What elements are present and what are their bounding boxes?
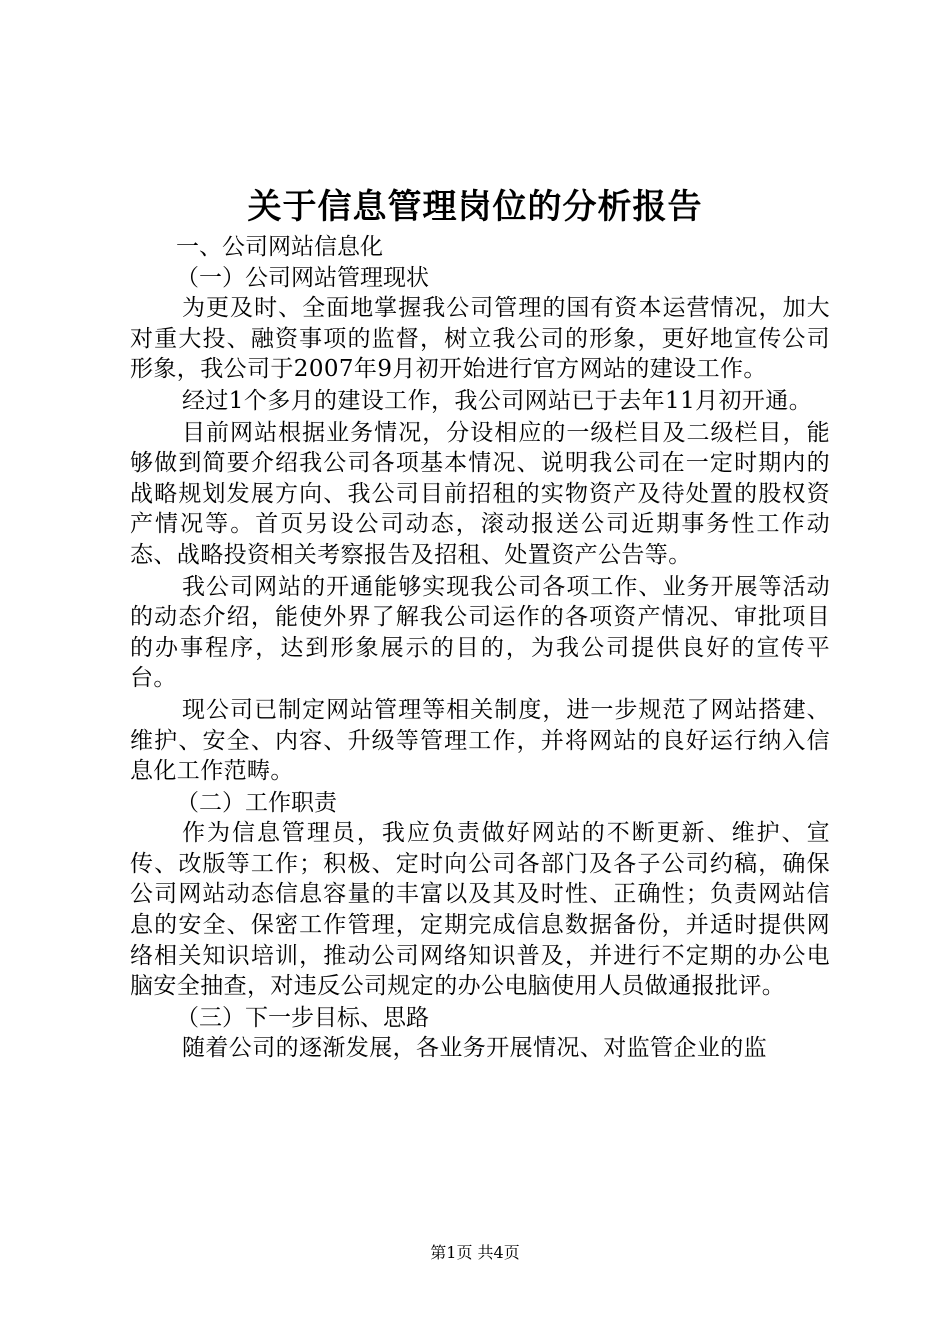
paragraph-1: 为更及时、全面地掌握我公司管理的国有资本运营情况，加大对重大投、融资事项的监督，树立我公司的形象，更好地宣传公司形象，我公司于2007年9月初开始进行官方网站的建设工作。 [130,295,830,383]
paragraph-6: 作为信息管理员，我应负责做好网站的不断更新、维护、宣传、改版等工作；积极、定时向公司各部门及各子公司约稿，确保公司网站动态信息容量的丰富以及其及时性、正确性；负责网站信息的安全、保密工作管理，定期完成信息数据备份，并适时提供网络相关知识培训，推动公司网络知识普及，并进行不定期的办公电脑安全抽查，对违反公司规定的办公电脑使用人员做通报批评。 [130,820,830,1000]
document-body [130,232,830,1065]
page-footer: 第1页 共4页 [430,1243,520,1262]
document-title: 关于信息管理岗位的分析报告 [247,187,703,227]
section-heading: 一、公司网站信息化 [176,234,383,260]
paragraph-3: 目前网站根据业务情况，分设相应的一级栏目及二级栏目，能够做到简要介绍我公司各项基本情况、说明我公司在一定时期内的战略规划发展方向、我公司目前招租的实物资产及待处置的股权资产情况等。首页另设公司动态，滚动报送公司近期事务性工作动态、战略投资相关考察报告及招租、处置资产公告等。 [130,419,830,568]
subsection-heading-2: （二）工作职责 [176,789,337,816]
subsection-heading-3: （三）下一步目标、思路 [176,1004,429,1031]
paragraph-4: 我公司网站的开通能够实现我公司各项工作、业务开展等活动的动态介绍，能使外界了解我公司运作的各项资产情况、审批项目的办事程序，达到形象展示的目的，为我公司提供良好的宣传平台。 [130,573,830,692]
paragraph-7: 随着公司的逐渐发展，各业务开展情况、对监管企业的监 [182,1035,767,1062]
paragraph-5: 现公司已制定网站管理等相关制度，进一步规范了网站搭建、维护、安全、内容、升级等管理工作，并将网站的良好运行纳入信息化工作范畴。 [130,696,830,785]
subsection-heading-1: （一）公司网站管理现状 [176,264,429,291]
paragraph-2: 经过1个多月的建设工作，我公司网站已于去年11月初开通。 [182,387,813,414]
